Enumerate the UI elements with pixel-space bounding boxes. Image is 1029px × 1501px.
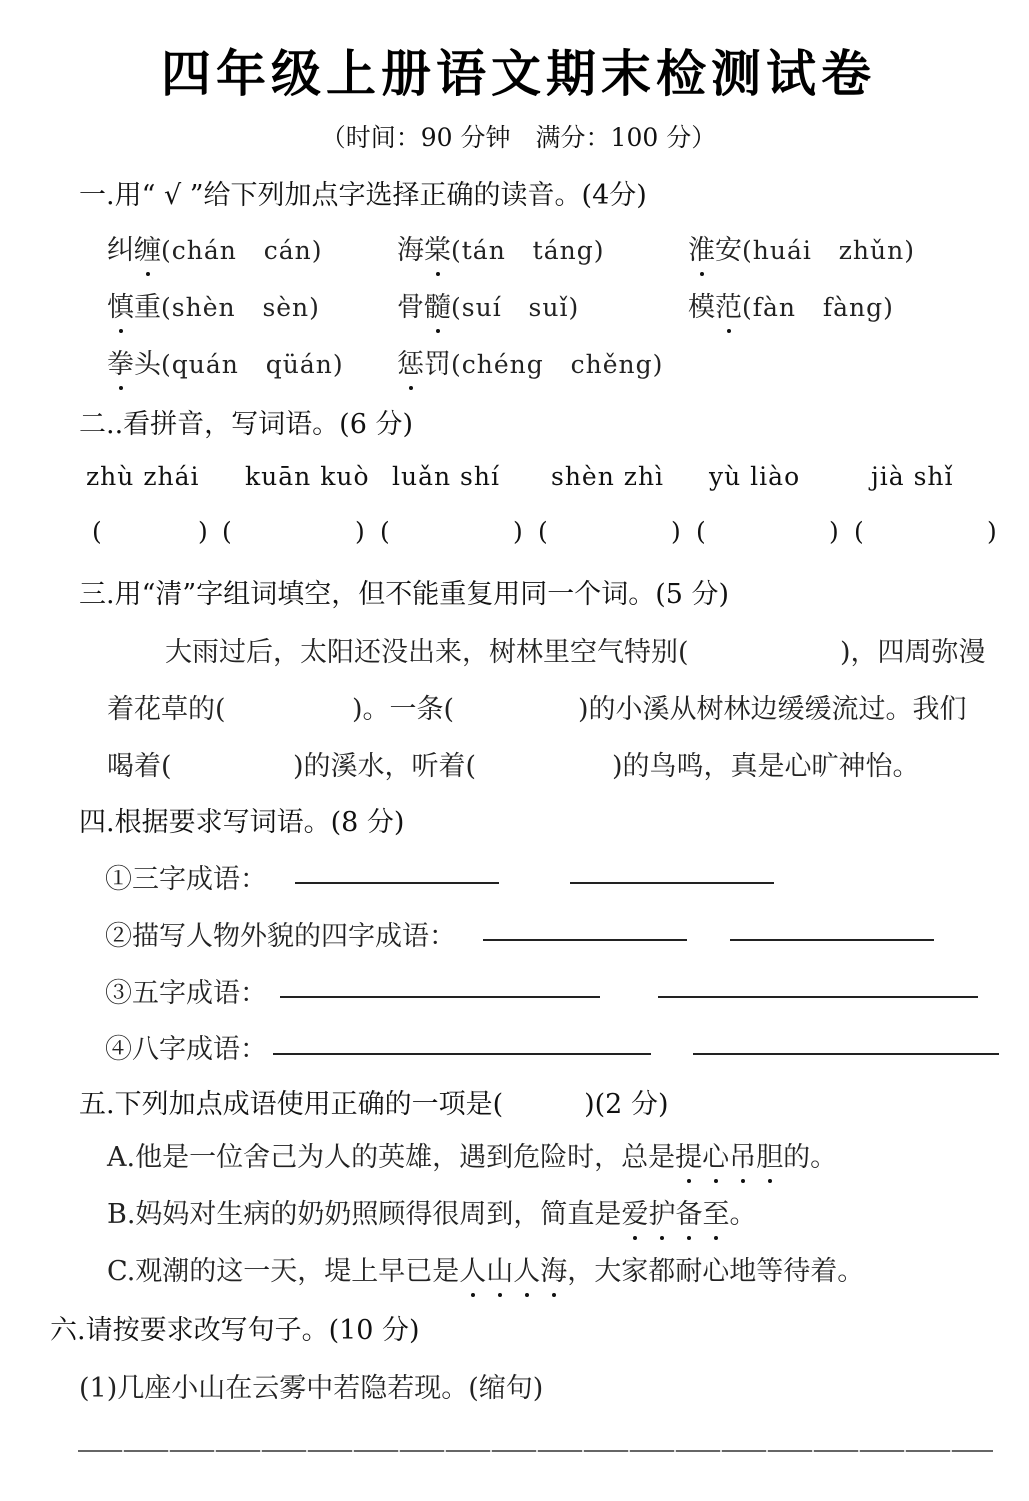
answer-box-4-close: ) <box>671 517 681 546</box>
answer-choice-blank[interactable] <box>533 1082 625 1114</box>
answer-line-1a[interactable] <box>295 882 499 884</box>
answer-box-1-close: ) <box>198 517 208 546</box>
option-text: B.妈妈对生病的奶奶照顾得很周到，简直是 <box>107 1199 622 1230</box>
option-1[interactable]: chéng <box>461 350 544 379</box>
dotted-char: 山 <box>486 1249 513 1288</box>
section3-heading: 三.用“清”字组词填空，但不能重复用同一个词。(5 分) <box>79 579 730 610</box>
dotted-char: 人 <box>513 1249 540 1288</box>
option-1[interactable]: quán <box>171 350 239 379</box>
passage-line-1a: 大雨过后，太阳还没出来，树林里空气特别( <box>165 637 689 668</box>
option-1[interactable]: suí <box>461 293 502 322</box>
word-char: 纠 <box>107 235 134 266</box>
exam-info: （时间：90 分钟 满分：100 分） <box>320 123 717 152</box>
rewrite-question-1: (1)几座小山在云雾中若隐若现。(缩句) <box>79 1373 544 1404</box>
word-char: 海 <box>397 235 424 266</box>
passage-line-3a: 喝着( <box>107 751 172 782</box>
answer-line-1b[interactable] <box>570 882 774 884</box>
dotted-char: 棠 <box>424 228 451 267</box>
dotted-char: 备 <box>675 1192 702 1231</box>
idiom-prompt-2: ②描写人物外貌的四字成语： <box>105 921 456 952</box>
dotted-char: 心 <box>702 1135 729 1174</box>
answer-line-3b[interactable] <box>658 996 978 998</box>
word-char: 模 <box>688 292 715 323</box>
option-text: 。 <box>729 1199 757 1230</box>
answer-box-6[interactable]: ( <box>854 517 864 546</box>
pinyin-4: shèn zhì <box>551 462 665 491</box>
passage-line-3b: )的溪水，听着( <box>293 751 477 782</box>
passage-line-3c: )的鸟鸣，真是心旷神怡。 <box>612 751 920 782</box>
option-1[interactable]: chán <box>171 236 237 265</box>
idiom-prompt-1: ①三字成语： <box>105 864 267 895</box>
dotted-char: 淮 <box>688 228 715 267</box>
option-2[interactable]: táng <box>532 236 594 265</box>
option-text: A.他是一位舍己为人的英雄，遇到危险时，总是 <box>107 1142 676 1173</box>
answer-box-4[interactable]: ( <box>538 517 548 546</box>
dotted-char: 人 <box>459 1249 486 1288</box>
option-text: C.观潮的这一天，堤上早已是 <box>107 1256 460 1287</box>
dotted-char: 爱 <box>621 1192 648 1231</box>
option-2[interactable]: sèn <box>262 293 310 322</box>
dotted-char: 吊 <box>729 1135 756 1174</box>
answer-box-5[interactable]: ( <box>696 517 706 546</box>
page-title: 四年级上册语文期末检测试卷 <box>161 45 876 103</box>
option-2[interactable]: cán <box>263 236 312 265</box>
section4-heading: 四.根据要求写词语。(8 分) <box>79 807 405 838</box>
fill-blank-1[interactable] <box>735 630 835 662</box>
dotted-char: 缠 <box>134 228 161 267</box>
section5-heading: 五.下列加点成语使用正确的一项是( )(2 分) <box>79 1089 669 1120</box>
word-char: 安 <box>715 235 742 266</box>
word-char: 罚 <box>424 349 451 380</box>
dotted-char: 海 <box>540 1249 567 1288</box>
option-2[interactable]: qüán <box>265 350 333 379</box>
rewrite-answer-line-1[interactable] <box>78 1450 993 1452</box>
pinyin-choice-item: 骨髓(suí suǐ) <box>397 285 579 324</box>
dotted-char: 提 <box>675 1135 702 1174</box>
pinyin-choice-item: 慎重(shèn sèn) <box>107 285 320 324</box>
option-1[interactable]: huái <box>752 236 812 265</box>
pinyin-choice-item: 拳头(quán qüán) <box>107 342 344 381</box>
answer-line-3a[interactable] <box>280 996 600 998</box>
pinyin-choice-item: 惩罚(chéng chěng) <box>397 342 663 381</box>
option-2[interactable]: suǐ <box>528 293 569 322</box>
fill-blank-2[interactable] <box>240 687 350 719</box>
option-1[interactable]: tán <box>461 236 506 265</box>
passage-line-1b: )，四周弥漫 <box>840 637 986 668</box>
pinyin-5: yù liào <box>709 462 801 491</box>
passage-line-2a: 着花草的( <box>107 694 226 725</box>
pinyin-choice-item: 模范(fàn fàng) <box>688 285 894 324</box>
idiom-prompt-4: ④八字成语： <box>105 1034 267 1065</box>
pinyin-6: jià shǐ <box>871 462 954 491</box>
fill-blank-3[interactable] <box>470 687 575 719</box>
pinyin-choice-item: 淮安(huái zhǔn) <box>688 228 915 267</box>
answer-box-2-close: ) <box>355 517 365 546</box>
option-2[interactable]: zhǔn <box>838 236 905 265</box>
word-char: 重 <box>134 292 161 323</box>
option-1[interactable]: fàn <box>752 293 797 322</box>
choice-option-b[interactable] <box>107 1192 756 1231</box>
option-1[interactable]: shèn <box>171 293 236 322</box>
pinyin-1: zhù zhái <box>86 462 200 491</box>
pinyin-2: kuān kuò <box>245 462 370 491</box>
dotted-char: 至 <box>702 1192 729 1231</box>
dotted-char: 慎 <box>107 285 134 324</box>
passage-line-2c: )的小溪从树林边缓缓流过。我们 <box>578 694 967 725</box>
word-char: 骨 <box>397 292 424 323</box>
word-char: 头 <box>134 349 161 380</box>
pinyin-choice-item: 纠缠(chán cán) <box>107 228 323 267</box>
dotted-char: 髓 <box>424 285 451 324</box>
option-text: ，大家都耐心地等待着。 <box>567 1256 865 1287</box>
pinyin-3: luǎn shí <box>392 462 500 491</box>
section2-heading: 二..看拼音，写词语。(6 分) <box>79 409 413 440</box>
dotted-char: 范 <box>715 285 742 324</box>
section1-heading: 一.用“ √ ”给下列加点字选择正确的读音。(4分) <box>79 180 647 211</box>
answer-box-1[interactable]: ( <box>92 517 102 546</box>
answer-box-3-close: ) <box>513 517 523 546</box>
option-2[interactable]: fàng <box>822 293 884 322</box>
answer-box-6-close: ) <box>987 517 997 546</box>
option-text: 的。 <box>783 1142 838 1173</box>
option-2[interactable]: chěng <box>570 350 653 379</box>
fill-blank-4[interactable] <box>180 744 290 776</box>
dotted-char: 惩 <box>397 342 424 381</box>
fill-blank-5[interactable] <box>500 744 608 776</box>
dotted-char: 拳 <box>107 342 134 381</box>
idiom-prompt-3: ③五字成语： <box>105 978 267 1009</box>
dotted-char: 胆 <box>756 1135 783 1174</box>
answer-box-5-close: ) <box>829 517 839 546</box>
pinyin-choice-item: 海棠(tán táng) <box>397 228 605 267</box>
choice-option-c[interactable] <box>107 1249 864 1288</box>
answer-line-4b[interactable] <box>693 1053 999 1055</box>
dotted-char: 护 <box>648 1192 675 1231</box>
answer-box-2[interactable]: ( <box>222 517 232 546</box>
answer-box-3[interactable]: ( <box>380 517 390 546</box>
answer-line-2b[interactable] <box>730 939 934 941</box>
section6-heading: 六.请按要求改写句子。(10 分) <box>50 1315 420 1346</box>
passage-line-2b: )。一条( <box>352 694 455 725</box>
answer-line-4a[interactable] <box>273 1053 651 1055</box>
choice-option-a[interactable] <box>107 1135 837 1174</box>
answer-line-2a[interactable] <box>483 939 687 941</box>
